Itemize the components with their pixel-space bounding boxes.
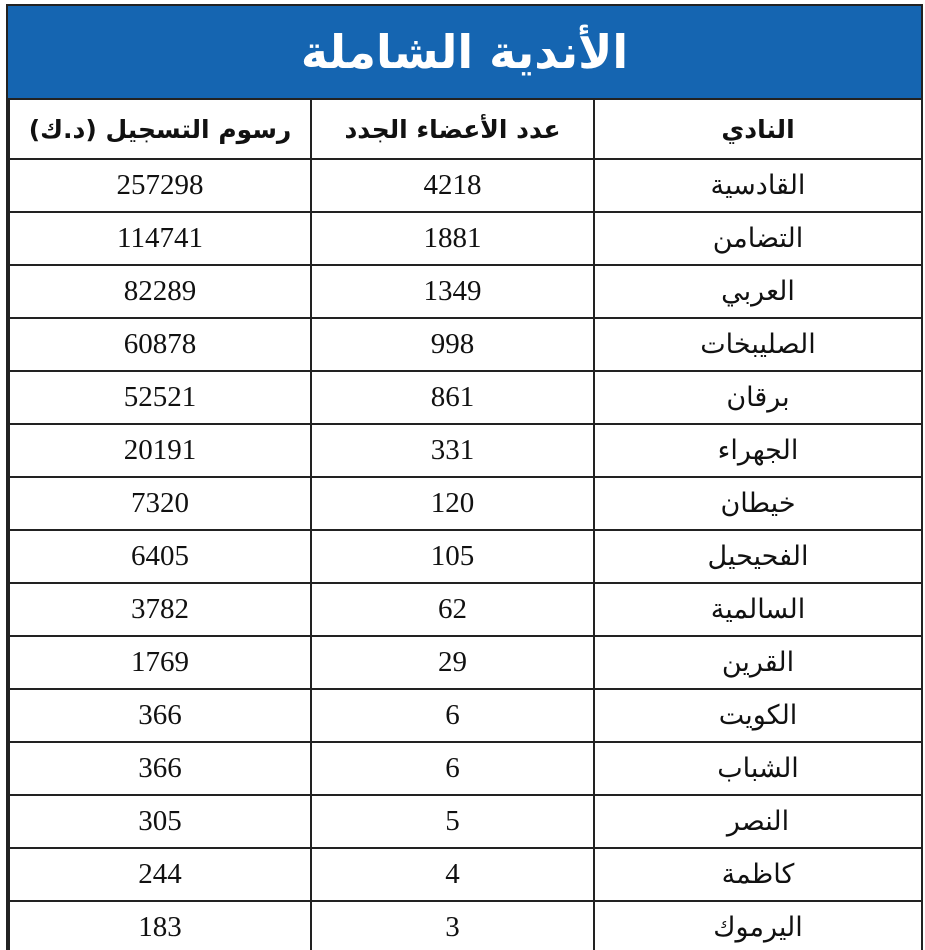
club-name-cell: السالمية	[594, 583, 922, 636]
table-row	[9, 742, 922, 795]
registration-fees-cell: 305	[9, 795, 311, 848]
column-header-new-members: عدد الأعضاء الجدد	[311, 100, 594, 159]
registration-fees-cell: 366	[9, 689, 311, 742]
club-name-cell: الفحيحيل	[594, 530, 922, 583]
header-row	[9, 100, 922, 159]
table-row	[9, 636, 922, 689]
new-members-cell: 1881	[311, 212, 594, 265]
club-name-cell: الكويت	[594, 689, 922, 742]
table-row	[9, 901, 922, 950]
table-row	[9, 848, 922, 901]
club-name-cell: كاظمة	[594, 848, 922, 901]
registration-fees-cell: 3782	[9, 583, 311, 636]
new-members-cell: 331	[311, 424, 594, 477]
new-members-cell: 120	[311, 477, 594, 530]
registration-fees-cell: 52521	[9, 371, 311, 424]
table-row	[9, 530, 922, 583]
new-members-cell: 1349	[311, 265, 594, 318]
new-members-cell: 998	[311, 318, 594, 371]
club-name-cell: خيطان	[594, 477, 922, 530]
registration-fees-cell: 244	[9, 848, 311, 901]
table-row	[9, 424, 922, 477]
new-members-cell: 6	[311, 742, 594, 795]
registration-fees-cell: 6405	[9, 530, 311, 583]
new-members-cell: 5	[311, 795, 594, 848]
registration-fees-cell: 1769	[9, 636, 311, 689]
table-row	[9, 477, 922, 530]
new-members-cell: 4218	[311, 159, 594, 212]
column-header-registration-fees: رسوم التسجيل (د.ك)	[9, 100, 311, 159]
club-name-cell: الجهراء	[594, 424, 922, 477]
registration-fees-cell: 114741	[9, 212, 311, 265]
new-members-cell: 6	[311, 689, 594, 742]
column-header-club: النادي	[594, 100, 922, 159]
registration-fees-cell: 82289	[9, 265, 311, 318]
club-name-cell: اليرموك	[594, 901, 922, 950]
registration-fees-cell: 366	[9, 742, 311, 795]
registration-fees-cell: 60878	[9, 318, 311, 371]
club-name-cell: القادسية	[594, 159, 922, 212]
club-name-cell: برقان	[594, 371, 922, 424]
club-name-cell: العربي	[594, 265, 922, 318]
table-row	[9, 583, 922, 636]
club-name-cell: الشباب	[594, 742, 922, 795]
table-row	[9, 318, 922, 371]
new-members-cell: 4	[311, 848, 594, 901]
table-row	[9, 159, 922, 212]
club-name-cell: التضامن	[594, 212, 922, 265]
club-name-cell: الصليبخات	[594, 318, 922, 371]
new-members-cell: 3	[311, 901, 594, 950]
club-name-cell: القرين	[594, 636, 922, 689]
table-row	[9, 371, 922, 424]
new-members-cell: 105	[311, 530, 594, 583]
table-row	[9, 212, 922, 265]
registration-fees-cell: 7320	[9, 477, 311, 530]
table-title: الأندية الشاملة	[8, 6, 921, 100]
new-members-cell: 861	[311, 371, 594, 424]
clubs-table	[8, 100, 923, 950]
new-members-cell: 29	[311, 636, 594, 689]
clubs-table-frame	[6, 4, 923, 950]
table-body	[9, 159, 922, 950]
registration-fees-cell: 257298	[9, 159, 311, 212]
registration-fees-cell: 20191	[9, 424, 311, 477]
new-members-cell: 62	[311, 583, 594, 636]
table-row	[9, 265, 922, 318]
club-name-cell: النصر	[594, 795, 922, 848]
table-row	[9, 795, 922, 848]
table-row	[9, 689, 922, 742]
registration-fees-cell: 183	[9, 901, 311, 950]
